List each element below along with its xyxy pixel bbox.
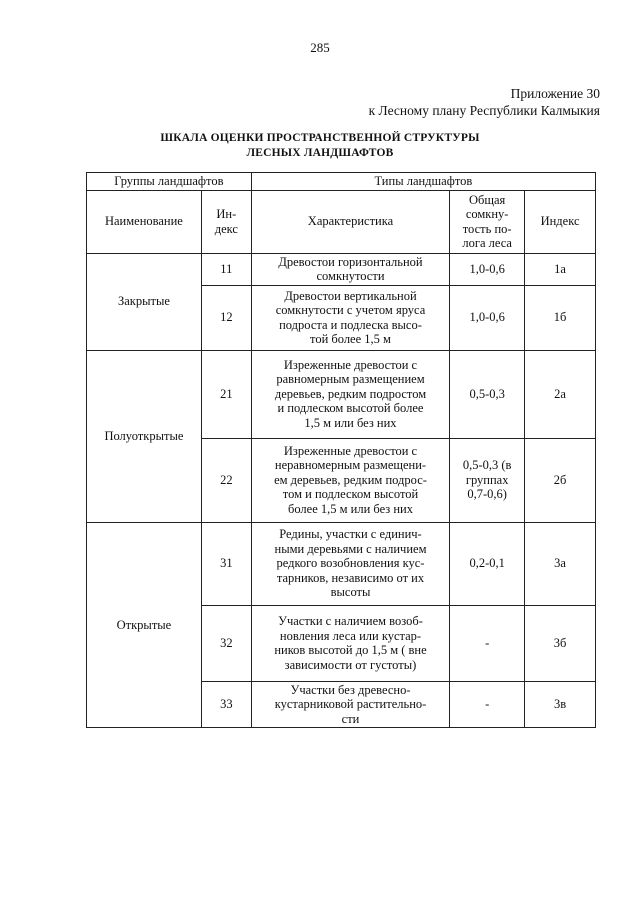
characteristic-cell: [251, 350, 449, 438]
density-line: 0,5-0,3 (в: [462, 458, 512, 473]
index-code-cell: 3в: [525, 681, 596, 728]
appendix-line-1: Приложение 30: [510, 86, 600, 101]
table-row: [87, 522, 596, 605]
index-code-cell: 1а: [525, 253, 596, 285]
header-canopy-density: [450, 190, 525, 253]
characteristic-cell: [251, 605, 449, 681]
characteristic-cell: [251, 253, 449, 285]
characteristic-line: равномерным размещением: [276, 372, 425, 387]
type-index-cell: 22: [201, 438, 251, 522]
canopy-density-cell: [450, 438, 525, 522]
characteristic-line: подроста и подлеска высо-: [279, 317, 422, 332]
landscape-structure-table: [86, 172, 596, 728]
characteristic-line: сомкнутости с учетом яруса: [275, 303, 426, 317]
index-code-cell: 3б: [525, 605, 596, 681]
characteristic-line: том и подлеском высотой: [282, 487, 419, 502]
density-line: 1,0-0,6: [469, 261, 505, 276]
type-index-cell: 11: [201, 253, 251, 285]
table-group-header-row: [87, 173, 596, 191]
characteristic-cell: [251, 438, 449, 522]
characteristic-line: Древостои вертикальной: [284, 288, 417, 303]
characteristic-line: ными деревьями с наличием: [274, 541, 427, 556]
characteristic-line: Изреженные древостои с: [283, 443, 418, 458]
header-index-part-2: декс: [214, 221, 238, 236]
characteristic-line: Участки с наличием возоб-: [278, 614, 423, 628]
canopy-density-cell: [450, 285, 525, 350]
characteristic-cell: [251, 522, 449, 605]
canopy-density-cell: [450, 681, 525, 728]
header-index-code: Индекс: [525, 190, 596, 253]
group-name-cell: Открытые: [87, 522, 202, 728]
characteristic-cell: [251, 285, 449, 350]
density-line: 0,7-0,6): [467, 487, 507, 502]
density-line: группах: [465, 472, 509, 487]
table-row: [87, 350, 596, 438]
characteristic-line: кустарниковой растительно-: [274, 697, 427, 711]
header-density-line: тость по-: [462, 221, 512, 236]
characteristic-line: Участки без древесно-: [290, 682, 411, 697]
document-title: [0, 131, 640, 161]
characteristic-line: Древостои горизонтальной: [278, 254, 423, 269]
characteristic-line: высоты: [330, 585, 371, 600]
characteristic-line: неравномерным размещени-: [274, 458, 427, 473]
page-number: 285: [310, 40, 330, 55]
type-index-cell: 32: [201, 605, 251, 681]
header-characteristic: Характеристика: [251, 190, 449, 253]
table-column-header-row: [87, 190, 596, 253]
characteristic-line: тарников, независимо от их: [276, 570, 425, 585]
characteristic-line: и подлеском высотой более: [277, 401, 424, 416]
index-code-cell: 1б: [525, 285, 596, 350]
characteristic-line: ем деревьев, редким подрос-: [274, 472, 427, 487]
canopy-density-cell: [450, 522, 525, 605]
type-index-cell: 31: [201, 522, 251, 605]
group-name-cell: Полуоткрытые: [87, 350, 202, 522]
title-line-1: ШКАЛА ОЦЕНКИ ПРОСТРАНСТВЕННОЙ СТРУКТУРЫ: [160, 132, 480, 144]
header-index-part-1: Ин-: [216, 207, 237, 221]
density-line: -: [485, 697, 490, 711]
header-index: [201, 190, 251, 253]
characteristic-line: более 1,5 м или без них: [287, 501, 413, 516]
group-name-cell: Закрытые: [87, 253, 202, 350]
header-density-line: Общая: [469, 192, 506, 207]
characteristic-line: Изреженные древостои с: [283, 357, 418, 372]
density-line: -: [485, 635, 490, 650]
type-index-cell: 21: [201, 350, 251, 438]
characteristic-line: редкого возобновления кус-: [276, 556, 425, 571]
canopy-density-cell: [450, 253, 525, 285]
canopy-density-cell: [450, 350, 525, 438]
appendix-note: [369, 85, 600, 119]
characteristic-line: ников высотой до 1,5 м ( вне: [274, 643, 427, 657]
title-line-2: ЛЕСНЫХ ЛАНДШАФТОВ: [246, 147, 394, 159]
header-density-line: сомкну-: [465, 207, 509, 221]
canopy-density-cell: [450, 605, 525, 681]
header-landscape-types: Типы ландшафтов: [251, 173, 595, 191]
characteristic-cell: [251, 681, 449, 728]
header-landscape-groups: Группы ландшафтов: [87, 173, 252, 191]
index-code-cell: 2а: [525, 350, 596, 438]
characteristic-line: 1,5 м или без них: [304, 415, 397, 430]
characteristic-line: зависимости от густоты): [284, 657, 417, 672]
characteristic-line: той более 1,5 м: [310, 332, 391, 346]
type-index-cell: 12: [201, 285, 251, 350]
density-line: 1,0-0,6: [469, 310, 505, 325]
header-density-line: лога леса: [462, 236, 512, 250]
table-row: [87, 253, 596, 285]
characteristic-line: сомкнутости: [316, 269, 385, 283]
header-name: Наименование: [87, 190, 202, 253]
type-index-cell: 33: [201, 681, 251, 728]
density-line: 0,5-0,3: [469, 386, 505, 401]
characteristic-line: деревьев, редким подростом: [274, 386, 427, 401]
characteristic-line: новления леса или кустар-: [279, 628, 422, 643]
characteristic-line: Редины, участки с единич-: [279, 527, 422, 542]
characteristic-line: сти: [341, 711, 360, 726]
appendix-line-2: к Лесному плану Республики Калмыкия: [368, 103, 600, 118]
index-code-cell: 3а: [525, 522, 596, 605]
index-code-cell: 2б: [525, 438, 596, 522]
density-line: 0,2-0,1: [469, 556, 505, 571]
